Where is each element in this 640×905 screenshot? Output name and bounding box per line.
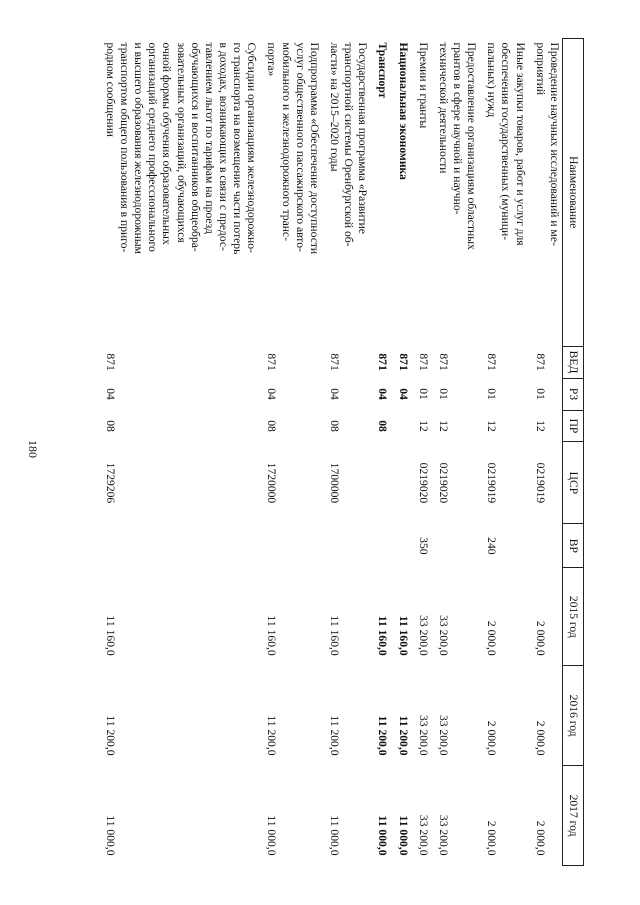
table-row	[528, 39, 563, 866]
table-row	[370, 39, 390, 866]
cell-ved: 871	[328, 353, 342, 371]
row-name-line: ласти» на 2015–2020 годы	[328, 42, 342, 172]
cell-csr: 1700000	[328, 462, 342, 504]
cell-csr: 1729206	[103, 462, 117, 504]
row-name-line: и высшего образования железнодорожным	[132, 42, 146, 254]
cell-y2015: 33 200,0	[436, 615, 450, 656]
cell-ved: 871	[436, 353, 450, 371]
cell-pr: 08	[103, 420, 117, 432]
row-name-line: пальных) нужд	[485, 42, 499, 118]
cell-y2017: 33 200,0	[416, 814, 430, 856]
header-pr: ПР	[562, 410, 583, 442]
cell-y2015: 2 000,0	[533, 620, 547, 656]
header-ved: ВЕД	[562, 346, 583, 378]
header-2016: 2016 год	[562, 666, 583, 766]
cell-rz: 04	[396, 388, 410, 400]
header-rz: РЗ	[562, 378, 583, 410]
table-row	[431, 39, 479, 866]
cell-ved: 871	[533, 353, 547, 371]
cell-csr	[370, 442, 390, 524]
cell-ved: 871	[416, 353, 430, 371]
row-name	[479, 39, 527, 347]
row-name-line: го транспорта на возмещение части потерь	[231, 42, 245, 255]
row-name-line: Национальная экономика	[396, 42, 410, 180]
cell-vr	[259, 524, 322, 568]
cell-pr: 08	[376, 420, 390, 432]
cell-y2016: 33 200,0	[436, 714, 450, 756]
row-name-line: родном сообщении	[103, 42, 117, 137]
cell-ved: 871	[396, 353, 410, 371]
row-name-line: зовательных организаций, обучающихся	[174, 42, 188, 243]
row-name-line: роприятий	[533, 42, 547, 96]
cell-y2015: 11 160,0	[396, 615, 410, 656]
cell-y2016: 11 200,0	[265, 715, 279, 756]
row-name-line: Подпрограмма «Обеспечение доступности	[307, 42, 321, 255]
cell-y2017: 2 000,0	[485, 820, 499, 856]
cell-y2017: 33 200,0	[436, 814, 450, 856]
header-2017: 2017 год	[562, 766, 583, 866]
cell-y2015: 11 160,0	[376, 615, 390, 656]
cell-vr	[431, 524, 479, 568]
row-name-line: Государственная программа «Развитие	[356, 42, 370, 234]
cell-rz: 01	[533, 388, 547, 400]
cell-y2017: 11 000,0	[396, 815, 410, 856]
cell-y2015: 11 160,0	[265, 615, 279, 656]
cell-y2017: 11 000,0	[103, 815, 117, 856]
cell-pr	[390, 410, 410, 442]
row-name-line: Иные закупки товаров, работ и услуг для	[513, 42, 527, 246]
cell-pr: 08	[265, 420, 279, 432]
cell-y2016: 11 200,0	[396, 715, 410, 756]
cell-pr: 12	[436, 420, 450, 432]
cell-csr: 0219020	[416, 462, 430, 504]
cell-vr	[528, 524, 563, 568]
cell-y2016: 11 200,0	[376, 715, 390, 756]
row-name-line: Транспорт	[376, 42, 390, 99]
row-name	[431, 39, 479, 347]
cell-pr: 12	[416, 420, 430, 432]
row-name	[259, 39, 322, 347]
page-number: 180	[26, 440, 40, 458]
cell-y2015: 11 160,0	[103, 615, 117, 656]
cell-rz: 04	[103, 388, 117, 400]
cell-rz: 01	[436, 388, 450, 400]
cell-vr	[390, 524, 410, 568]
cell-y2016: 11 200,0	[328, 715, 342, 756]
table-row	[479, 39, 527, 866]
table-row	[259, 39, 322, 866]
cell-y2015: 33 200,0	[416, 615, 430, 656]
rotated-table-wrapper	[98, 38, 584, 866]
header-name: Наименование	[562, 39, 583, 347]
row-name-line: услуг общественного пассажирского авто-	[293, 42, 307, 252]
cell-rz: 04	[265, 388, 279, 400]
row-name-line: грантов в сфере научной и научно-	[451, 42, 465, 215]
cell-y2016: 2 000,0	[485, 720, 499, 756]
cell-ved: 871	[376, 353, 390, 371]
row-name-line: обучающихся и воспитанников общеобра-	[188, 42, 202, 252]
cell-rz: 01	[416, 388, 430, 400]
cell-csr: 0219020	[436, 462, 450, 504]
cell-csr: 0219019	[533, 462, 547, 504]
row-name-line: Проведение научных исследований и ме-	[547, 42, 561, 246]
cell-y2016: 11 200,0	[103, 715, 117, 756]
cell-rz: 04	[376, 388, 390, 400]
header-vr: ВР	[562, 524, 583, 568]
header-2015: 2015 год	[562, 568, 583, 666]
row-name-line: тавлением льгот по тарифам на проезд	[202, 42, 216, 234]
row-name-line: мобильного и железнодорожного транс-	[279, 42, 293, 241]
cell-y2017: 11 000,0	[328, 815, 342, 856]
table-row	[98, 39, 260, 866]
table-row	[390, 39, 410, 866]
cell-vr	[322, 524, 370, 568]
cell-pr: 12	[485, 420, 499, 432]
cell-ved: 871	[103, 353, 117, 371]
row-name-line: порта»	[265, 42, 279, 77]
header-csr: ЦСР	[562, 442, 583, 524]
row-name	[370, 39, 390, 347]
row-name-line: Субсидии организациям железнодорожно-	[245, 42, 259, 253]
cell-vr: 240	[485, 537, 499, 555]
table-header-row	[562, 39, 583, 866]
row-name-line: в доходах, возникающих в связи с предос-	[217, 42, 231, 251]
row-name-line: Предоставление организациям областных	[465, 42, 479, 250]
cell-y2016: 33 200,0	[416, 714, 430, 756]
table-row	[322, 39, 370, 866]
cell-vr	[98, 524, 260, 568]
row-name-line: организаций среднего профессионального	[146, 42, 160, 252]
cell-pr: 08	[328, 420, 342, 432]
row-name	[98, 39, 260, 347]
row-name	[390, 39, 410, 347]
table-body	[98, 39, 563, 866]
row-name-line: транспортной системы Оренбургской об-	[342, 42, 356, 247]
cell-vr	[370, 524, 390, 568]
row-name-line: технической деятельности	[436, 42, 450, 174]
row-name-line: обеспечения государственных (муници-	[499, 42, 513, 241]
budget-table	[98, 38, 584, 866]
row-name	[528, 39, 563, 347]
cell-csr: 1720000	[265, 462, 279, 504]
row-name-line: Премии и гранты	[416, 42, 430, 129]
cell-y2016: 2 000,0	[533, 720, 547, 756]
cell-csr	[390, 442, 410, 524]
row-name	[322, 39, 370, 347]
cell-vr: 350	[416, 537, 430, 555]
cell-y2017: 2 000,0	[533, 820, 547, 856]
cell-y2015: 2 000,0	[485, 620, 499, 656]
row-name-line: очной формы обучения образовательных	[160, 42, 174, 245]
cell-pr: 12	[533, 420, 547, 432]
cell-ved: 871	[485, 353, 499, 371]
row-name	[411, 39, 431, 347]
cell-rz: 01	[485, 388, 499, 400]
cell-ved: 871	[265, 353, 279, 371]
table-row	[411, 39, 431, 866]
cell-rz: 04	[328, 388, 342, 400]
cell-csr: 0219019	[485, 462, 499, 504]
cell-y2015: 11 160,0	[328, 615, 342, 656]
row-name-line: транспортом общего пользования в приго-	[118, 42, 132, 253]
cell-y2017: 11 000,0	[265, 815, 279, 856]
cell-y2017: 11 000,0	[376, 815, 390, 856]
